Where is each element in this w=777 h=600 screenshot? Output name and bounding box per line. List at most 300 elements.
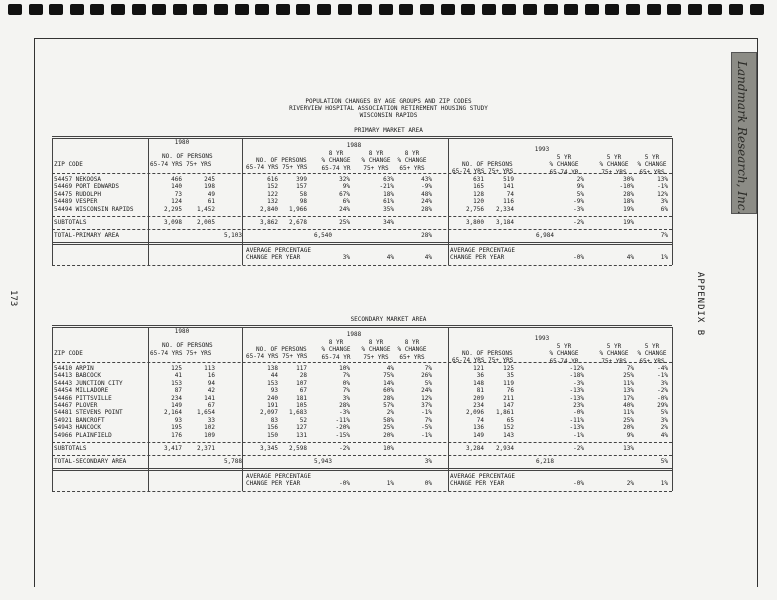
- avg-label: CHANGE PER YEAR: [450, 480, 505, 488]
- year-1980: 1980: [174, 139, 190, 146]
- table-cell: 49: [207, 190, 215, 198]
- table-cell: 157: [296, 183, 307, 191]
- subtotal-cell: 2,371: [196, 445, 215, 452]
- change-header: % CHANGE: [549, 350, 579, 358]
- table-cell: 29%: [657, 402, 668, 409]
- change-header: 65+ YRS: [639, 357, 665, 365]
- secondary-title: SECONDARY MARKET AREA: [350, 316, 427, 323]
- table-divider: [52, 327, 53, 491]
- total-cell: 7%: [660, 232, 668, 240]
- table-cell: -21%: [379, 183, 394, 191]
- total-cell: 3%: [424, 458, 432, 466]
- avg-label: AVERAGE PERCENTAGE: [450, 246, 516, 254]
- binder-hole: [276, 4, 290, 15]
- table-cell: 109: [204, 431, 215, 439]
- table-cell: -1%: [421, 409, 432, 417]
- change-header: 5 YR: [606, 343, 622, 350]
- binder-hole: [358, 4, 372, 15]
- table-cell: 67: [299, 387, 307, 395]
- age-header: 65-74 YRS 75+ YRS: [246, 164, 308, 171]
- subtotal-cell: -2%: [339, 445, 350, 452]
- binder-hole: [90, 4, 104, 15]
- table-cell: 127: [296, 424, 307, 432]
- table-cell: 191: [267, 402, 278, 409]
- total-cell: 6,218: [535, 458, 554, 466]
- avg-label: CHANGE PER YEAR: [246, 254, 301, 262]
- table-cell: 25%: [623, 372, 634, 380]
- avg-label: AVERAGE PERCENTAGE: [246, 246, 312, 254]
- avg-cell: 4%: [424, 254, 432, 262]
- persons-header: NO. OF PERSONS: [462, 350, 513, 357]
- zip-label: 54469 PORT EDWARDS: [54, 183, 120, 191]
- table-cell: 105: [296, 402, 307, 409]
- avg-label: CHANGE PER YEAR: [246, 480, 301, 488]
- year-1993: 1993: [534, 335, 550, 342]
- table-cell: 19%: [623, 205, 634, 213]
- table-cell: 2,295: [163, 205, 182, 213]
- avg-cell: 0%: [424, 480, 432, 488]
- table-divider: [242, 138, 243, 265]
- total-label: TOTAL-SECONDARY AREA: [54, 458, 127, 466]
- binder-hole: [8, 4, 22, 15]
- table-cell: 11%: [623, 409, 634, 417]
- binder-hole: [152, 4, 166, 15]
- table-cell: -3%: [339, 409, 350, 417]
- table-cell: 48%: [421, 190, 432, 198]
- table-cell: 117: [296, 365, 307, 372]
- table-cell: 152: [503, 424, 514, 432]
- age-header: 65-74 YRS 75+ YRS: [150, 350, 212, 357]
- table-cell: -13%: [569, 394, 584, 402]
- subtotal-cell: 34%: [383, 219, 394, 226]
- binder-hole: [173, 4, 187, 15]
- table-cell: 141: [204, 394, 215, 402]
- persons-header: NO. OF PERSONS: [256, 157, 307, 164]
- subtotals-label: SUBTOTALS: [54, 219, 87, 226]
- table-cell: 149: [473, 431, 484, 439]
- binder-hole: [708, 4, 722, 15]
- table-cell: 2,334: [495, 205, 514, 213]
- table-cell: 2,097: [259, 409, 278, 417]
- table-cell: 98: [299, 198, 307, 206]
- table-cell: 74: [506, 190, 514, 198]
- page-number: 173: [8, 290, 18, 307]
- table-cell: 28%: [383, 394, 394, 402]
- table-cell: 13%: [623, 387, 634, 395]
- table-cell: 12%: [657, 190, 668, 198]
- zip-label: 54966 PLAINFIELD: [54, 431, 112, 439]
- table-cell: -11%: [569, 416, 584, 424]
- binder-hole: [441, 4, 455, 15]
- binder-hole: [399, 4, 413, 15]
- table-cell: 140: [171, 183, 182, 191]
- table-rule: [52, 265, 672, 266]
- table-cell: 18%: [383, 190, 394, 198]
- binder-hole: [49, 4, 63, 15]
- change-header: 5 YR: [556, 154, 572, 161]
- table-cell: 153: [171, 379, 182, 387]
- change-header: 75+ YRS: [601, 168, 627, 176]
- zip-label: 54443 JUNCTION CITY: [54, 379, 123, 387]
- table-cell: 5%: [424, 379, 432, 387]
- table-divider: [242, 327, 243, 491]
- change-header: 8 YR: [328, 339, 344, 346]
- table-cell: 30%: [623, 176, 634, 183]
- table-cell: 83: [270, 416, 278, 424]
- avg-cell: 4%: [386, 254, 394, 262]
- total-cell: 6,540: [313, 232, 332, 240]
- table-cell: 87: [174, 387, 182, 395]
- table-cell: 3%: [660, 379, 668, 387]
- table-cell: 25%: [623, 416, 634, 424]
- table-cell: -5%: [421, 424, 432, 432]
- binder-hole: [296, 4, 310, 15]
- table-cell: 41: [174, 372, 182, 380]
- table-cell: 198: [204, 183, 215, 191]
- change-header: 65+ YRS: [399, 353, 425, 361]
- table-cell: 35%: [383, 205, 394, 213]
- table-cell: 132: [267, 198, 278, 206]
- binder-hole: [255, 4, 269, 15]
- zip-label: 54413 BABCOCK: [54, 372, 101, 380]
- change-header: 65+ YRS: [399, 164, 425, 172]
- table-cell: 58: [299, 190, 307, 198]
- table-cell: 121: [473, 365, 484, 372]
- table-cell: 125: [503, 365, 514, 372]
- change-header: 5 YR: [644, 343, 660, 350]
- binder-hole: [564, 4, 578, 15]
- table-cell: 2%: [576, 176, 584, 183]
- change-header: 5 YR: [644, 154, 660, 161]
- subtotal-cell: 3,284: [465, 445, 484, 452]
- table-cell: 20%: [383, 431, 394, 439]
- table-cell: 28: [299, 372, 307, 380]
- change-header: % CHANGE: [361, 346, 391, 354]
- change-header: 8 YR: [328, 150, 344, 157]
- zip-code-header: ZIP CODE: [54, 161, 83, 168]
- subtotal-cell: 3,184: [495, 219, 514, 226]
- binder-hole: [70, 4, 84, 15]
- table-cell: 153: [267, 379, 278, 387]
- table-cell: 18%: [623, 198, 634, 206]
- table-cell: 152: [267, 183, 278, 191]
- table-cell: 1,966: [288, 205, 307, 213]
- table-cell: -9%: [573, 198, 584, 206]
- table-cell: -3%: [573, 205, 584, 213]
- table-cell: 141: [503, 183, 514, 191]
- table-cell: 1,452: [196, 205, 215, 213]
- age-header: 65-74 YRS 75+ YRS: [452, 168, 514, 175]
- zip-code-header: ZIP CODE: [54, 350, 83, 357]
- table-cell: 119: [503, 379, 514, 387]
- table-cell: 2,164: [163, 409, 182, 417]
- table-cell: 209: [473, 394, 484, 402]
- table-cell: 138: [267, 365, 278, 372]
- zip-label: 54489 VESPER: [54, 198, 98, 206]
- table-cell: 5%: [660, 409, 668, 417]
- table-cell: 7%: [424, 365, 432, 372]
- table-cell: 12%: [421, 394, 432, 402]
- table-cell: 148: [473, 379, 484, 387]
- table-cell: 136: [473, 424, 484, 432]
- binder-hole: [647, 4, 661, 15]
- table-cell: 67%: [339, 190, 350, 198]
- table-cell: 2,756: [465, 205, 484, 213]
- table-cell: 240: [267, 394, 278, 402]
- table-cell: -13%: [569, 387, 584, 395]
- change-header: 75+ YRS: [363, 353, 389, 361]
- table-cell: -10%: [619, 183, 634, 191]
- table-cell: 181: [296, 394, 307, 402]
- table-cell: 61%: [383, 198, 394, 206]
- avg-cell: 1%: [386, 480, 394, 488]
- subtotal-cell: 3,417: [163, 445, 182, 452]
- table-cell: 24%: [421, 198, 432, 206]
- change-header: % CHANGE: [637, 161, 667, 169]
- table-cell: 124: [171, 198, 182, 206]
- table-cell: 13%: [657, 176, 668, 183]
- report-subtitle: RIVERVIEW HOSPITAL ASSOCIATION RETIREMENT HOUSING STUDY: [289, 105, 488, 112]
- table-cell: 143: [503, 431, 514, 439]
- binder-hole: [688, 4, 702, 15]
- table-cell: 58%: [383, 416, 394, 424]
- table-cell: 61: [207, 198, 215, 206]
- table-cell: 7%: [342, 387, 350, 395]
- table-rule: [52, 242, 672, 245]
- table-cell: 76: [506, 387, 514, 395]
- age-header: 65-74 YRS 75+ YRS: [150, 161, 212, 168]
- table-cell: 156: [267, 424, 278, 432]
- table-cell: -1%: [573, 431, 584, 439]
- table-cell: 150: [267, 431, 278, 439]
- table-cell: -15%: [335, 431, 350, 439]
- table-cell: 73: [174, 190, 182, 198]
- year-1988: 1988: [346, 331, 362, 338]
- binder-hole: [667, 4, 681, 15]
- avg-cell: 1%: [660, 254, 668, 262]
- binder-hole: [626, 4, 640, 15]
- table-cell: 122: [267, 190, 278, 198]
- change-header: % CHANGE: [637, 350, 667, 358]
- table-cell: 245: [204, 176, 215, 183]
- subtotal-cell: 2,005: [196, 219, 215, 226]
- table-cell: 93: [270, 387, 278, 395]
- persons-header: NO. OF PERSONS: [256, 346, 307, 353]
- change-header: % CHANGE: [549, 161, 579, 169]
- table-cell: -0%: [657, 394, 668, 402]
- table-cell: 32%: [339, 176, 350, 183]
- table-divider: [148, 138, 149, 265]
- binder-hole: [111, 4, 125, 15]
- table-cell: 37%: [421, 402, 432, 409]
- table-cell: 3%: [342, 394, 350, 402]
- table-cell: 234: [473, 402, 484, 409]
- change-header: 5 YR: [606, 154, 622, 161]
- table-cell: 42: [207, 387, 215, 395]
- year-1993: 1993: [534, 146, 550, 153]
- subtotal-cell: 2,934: [495, 445, 514, 452]
- table-cell: 75%: [383, 372, 394, 380]
- table-cell: 23%: [573, 402, 584, 409]
- binder-hole: [235, 4, 249, 15]
- table-rule: [52, 216, 672, 217]
- table-divider: [448, 138, 449, 265]
- change-header: % CHANGE: [321, 157, 351, 165]
- change-header: % CHANGE: [397, 346, 427, 354]
- binder-hole: [502, 4, 516, 15]
- binder-hole: [132, 4, 146, 15]
- subtotal-cell: 3,098: [163, 219, 182, 226]
- change-header: 8 YR: [404, 150, 420, 157]
- zip-label: 54475 RUDOLPH: [54, 190, 101, 198]
- table-cell: -12%: [569, 365, 584, 372]
- table-cell: 102: [204, 424, 215, 432]
- change-header: 75+ YRS: [601, 357, 627, 365]
- zip-label: 54481 STEVENS POINT: [54, 409, 123, 417]
- table-cell: 20%: [623, 424, 634, 432]
- year-1988: 1988: [346, 142, 362, 149]
- table-cell: 2%: [660, 424, 668, 432]
- table-cell: 28%: [339, 402, 350, 409]
- table-cell: 165: [473, 183, 484, 191]
- table-cell: 2,840: [259, 205, 278, 213]
- table-cell: 116: [503, 198, 514, 206]
- table-rule: [52, 173, 672, 174]
- table-cell: -4%: [657, 365, 668, 372]
- change-header: 65-74 YR: [321, 353, 351, 361]
- secondary-market-table: [52, 325, 672, 515]
- table-cell: 60%: [383, 387, 394, 395]
- binder-hole: [523, 4, 537, 15]
- table-rule: [52, 136, 672, 139]
- zip-label: 54454 MILLADORE: [54, 387, 109, 395]
- change-header: % CHANGE: [397, 157, 427, 165]
- avg-label: CHANGE PER YEAR: [450, 254, 505, 262]
- subtotal-cell: -2%: [573, 445, 584, 452]
- table-cell: 1,861: [495, 409, 514, 417]
- binder-hole: [605, 4, 619, 15]
- table-cell: 93: [174, 416, 182, 424]
- table-cell: -18%: [569, 372, 584, 380]
- total-cell: 5,788: [223, 458, 242, 466]
- binder-holes: [0, 4, 777, 20]
- table-cell: 147: [503, 402, 514, 409]
- change-header: 65-74 YR: [321, 164, 351, 172]
- table-cell: 52: [299, 416, 307, 424]
- table-cell: 28%: [623, 190, 634, 198]
- subtotal-cell: 2,598: [288, 445, 307, 452]
- table-cell: 35: [506, 372, 514, 380]
- avg-label: AVERAGE PERCENTAGE: [246, 472, 312, 480]
- table-rule: [52, 362, 672, 363]
- subtotals-label: SUBTOTALS: [54, 445, 87, 452]
- table-cell: 4%: [386, 365, 394, 372]
- table-rule: [52, 468, 672, 471]
- total-cell: 6,984: [535, 232, 554, 240]
- table-cell: -3%: [573, 379, 584, 387]
- binder-hole: [317, 4, 331, 15]
- binder-hole: [544, 4, 558, 15]
- avg-cell: -0%: [573, 254, 584, 262]
- table-cell: 616: [267, 176, 278, 183]
- zip-label: 54457 NEKOOSA: [54, 176, 101, 183]
- table-cell: 131: [296, 431, 307, 439]
- binder-hole: [193, 4, 207, 15]
- subtotal-cell: 25%: [339, 219, 350, 226]
- table-cell: 7%: [626, 365, 634, 372]
- tab-label: Landmark Research, Inc.: [735, 61, 749, 215]
- primary-title: PRIMARY MARKET AREA: [354, 127, 423, 134]
- table-cell: -20%: [335, 424, 350, 432]
- binder-hole: [461, 4, 475, 15]
- persons-header: NO. OF PERSONS: [462, 161, 513, 168]
- change-header: 8 YR: [368, 339, 384, 346]
- table-cell: -11%: [335, 416, 350, 424]
- table-cell: -1%: [657, 372, 668, 380]
- subtotal-cell: 2,678: [288, 219, 307, 226]
- table-cell: 125: [171, 365, 182, 372]
- table-cell: 40%: [623, 402, 634, 409]
- table-cell: 16: [207, 372, 215, 380]
- table-cell: 36: [476, 372, 484, 380]
- change-header: % CHANGE: [599, 350, 629, 358]
- zip-label: 54943 HANCOCK: [54, 424, 101, 432]
- table-cell: 67: [207, 402, 215, 409]
- table-cell: 113: [204, 365, 215, 372]
- avg-cell: 4%: [626, 254, 634, 262]
- avg-cell: 3%: [342, 254, 350, 262]
- total-cell: 28%: [421, 232, 432, 240]
- table-cell: 11%: [623, 379, 634, 387]
- avg-cell: -0%: [339, 480, 350, 488]
- change-header: % CHANGE: [361, 157, 391, 165]
- change-header: 65+ YRS: [639, 168, 665, 176]
- table-cell: 211: [503, 394, 514, 402]
- table-cell: -1%: [421, 431, 432, 439]
- table-cell: 5%: [576, 190, 584, 198]
- zip-label: 54467 PLOVER: [54, 402, 98, 409]
- table-divider: [672, 327, 673, 491]
- table-divider: [448, 327, 449, 491]
- year-1980: 1980: [174, 328, 190, 335]
- table-cell: 128: [473, 190, 484, 198]
- binder-hole: [420, 4, 434, 15]
- table-cell: 17%: [623, 394, 634, 402]
- change-header: % CHANGE: [599, 161, 629, 169]
- table-cell: 399: [296, 176, 307, 183]
- table-cell: 10%: [339, 365, 350, 372]
- binder-hole: [338, 4, 352, 15]
- table-cell: 120: [473, 198, 484, 206]
- table-cell: -0%: [573, 409, 584, 417]
- table-cell: 3%: [660, 198, 668, 206]
- table-cell: 44: [270, 372, 278, 380]
- table-cell: 94: [207, 379, 215, 387]
- change-header: 8 YR: [404, 339, 420, 346]
- table-cell: 57%: [383, 402, 394, 409]
- report-title: POPULATION CHANGES BY AGE GROUPS AND ZIP CODES: [305, 98, 472, 105]
- table-cell: 107: [296, 379, 307, 387]
- table-cell: 3%: [660, 416, 668, 424]
- change-header: % CHANGE: [321, 346, 351, 354]
- zip-label: 54494 WISCONSIN RAPIDS: [54, 205, 134, 213]
- table-cell: 33: [207, 416, 215, 424]
- avg-cell: 1%: [660, 480, 668, 488]
- table-cell: 14%: [383, 379, 394, 387]
- table-cell: 6%: [660, 205, 668, 213]
- avg-cell: -0%: [573, 480, 584, 488]
- table-cell: -1%: [657, 183, 668, 191]
